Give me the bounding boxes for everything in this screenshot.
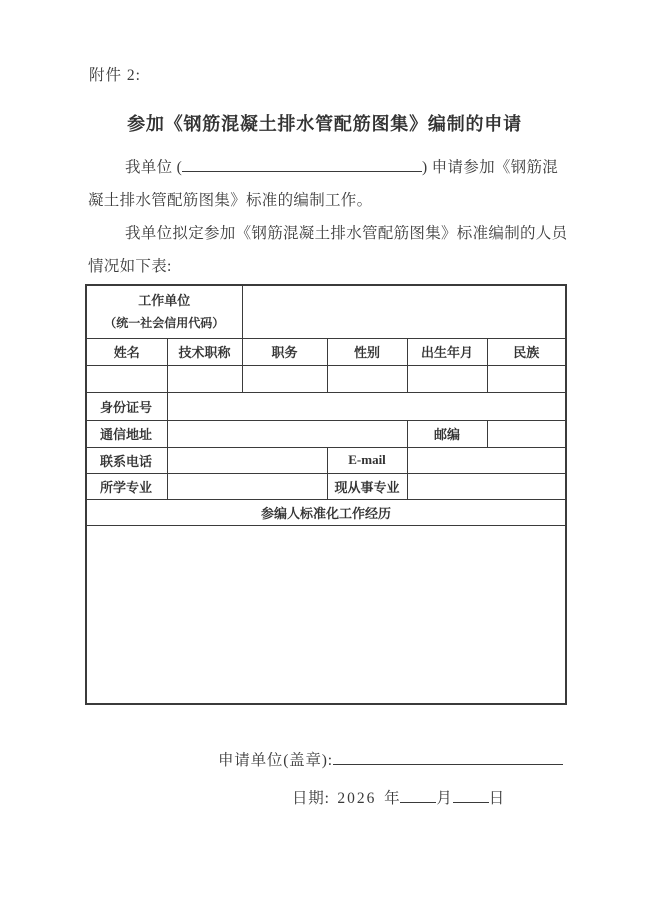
intro-line-1-prefix: 我单位 ( — [125, 159, 183, 176]
email-value-cell[interactable] — [407, 447, 566, 473]
applicant-table — [85, 284, 567, 705]
sign-unit-blank[interactable] — [333, 750, 563, 765]
postcode-value-cell[interactable] — [487, 420, 566, 447]
address-label: 通信地址 — [86, 420, 167, 447]
work-unit-sublabel: （统一社会信用代码） — [104, 315, 225, 330]
header-tech-title: 技术职称 — [167, 338, 242, 365]
header-birth-date: 出生年月 — [407, 338, 487, 365]
work-unit-label: 工作单位 — [138, 292, 191, 308]
phone-row — [86, 447, 566, 473]
person-value-row — [86, 365, 566, 392]
id-number-row — [86, 392, 566, 420]
major-row — [86, 473, 566, 499]
intro-line-3: 我单位拟定参加《钢筋混凝土排水管配筋图集》标准编制的人员 — [125, 225, 568, 242]
date-line — [292, 786, 505, 808]
intro-line-1-suffix: ) 申请参加《钢筋混 — [422, 159, 559, 176]
person-header-row — [86, 338, 566, 365]
gender-value-cell[interactable] — [327, 365, 407, 392]
date-day-blank[interactable] — [453, 788, 489, 803]
current-major-value-cell[interactable] — [407, 473, 566, 499]
major-value-cell[interactable] — [167, 473, 327, 499]
major-label: 所学专业 — [86, 473, 167, 499]
header-gender: 性别 — [327, 338, 407, 365]
sign-label: 申请单位(盖章): — [218, 752, 333, 769]
intro-line-2: 凝土排水管配筋图集》标准的编制工作。 — [88, 192, 373, 209]
current-major-label: 现从事专业 — [327, 473, 407, 499]
address-row — [86, 420, 566, 447]
ethnicity-value-cell[interactable] — [487, 365, 566, 392]
header-position: 职务 — [242, 338, 327, 365]
date-month-blank[interactable] — [400, 788, 436, 803]
id-number-label: 身份证号 — [86, 392, 167, 420]
work-unit-label-cell — [86, 285, 242, 338]
phone-value-cell[interactable] — [167, 447, 327, 473]
date-day-unit: 日 — [488, 790, 506, 807]
experience-header: 参编人标准化工作经历 — [86, 499, 566, 525]
position-value-cell[interactable] — [242, 365, 327, 392]
intro-line-1 — [88, 157, 588, 178]
unit-name-blank[interactable] — [182, 157, 422, 172]
email-label: E-mail — [327, 447, 407, 473]
date-year-unit: 年 — [384, 790, 401, 807]
header-ethnicity: 民族 — [487, 338, 566, 365]
date-year-value: 2026 — [337, 790, 377, 807]
header-name: 姓名 — [86, 338, 167, 365]
experience-content-cell[interactable] — [86, 525, 566, 704]
work-unit-row — [86, 285, 566, 338]
phone-label: 联系电话 — [86, 447, 167, 473]
intro-line-4: 情况如下表: — [88, 258, 172, 275]
sign-line — [218, 748, 563, 770]
attachment-label: 附件 2: — [89, 67, 141, 84]
date-label: 日期: — [292, 790, 330, 807]
id-number-value-cell[interactable] — [167, 392, 566, 420]
address-value-cell[interactable] — [167, 420, 407, 447]
work-unit-value-cell[interactable] — [242, 285, 566, 338]
experience-header-row — [86, 499, 566, 525]
birth-date-value-cell[interactable] — [407, 365, 487, 392]
page-title: 参加《钢筋混凝土排水管配筋图集》编制的申请 — [127, 114, 522, 134]
experience-content-row — [86, 525, 566, 704]
date-month-unit: 月 — [436, 790, 453, 807]
name-value-cell[interactable] — [86, 365, 167, 392]
postcode-label: 邮编 — [407, 420, 487, 447]
tech-title-value-cell[interactable] — [167, 365, 242, 392]
